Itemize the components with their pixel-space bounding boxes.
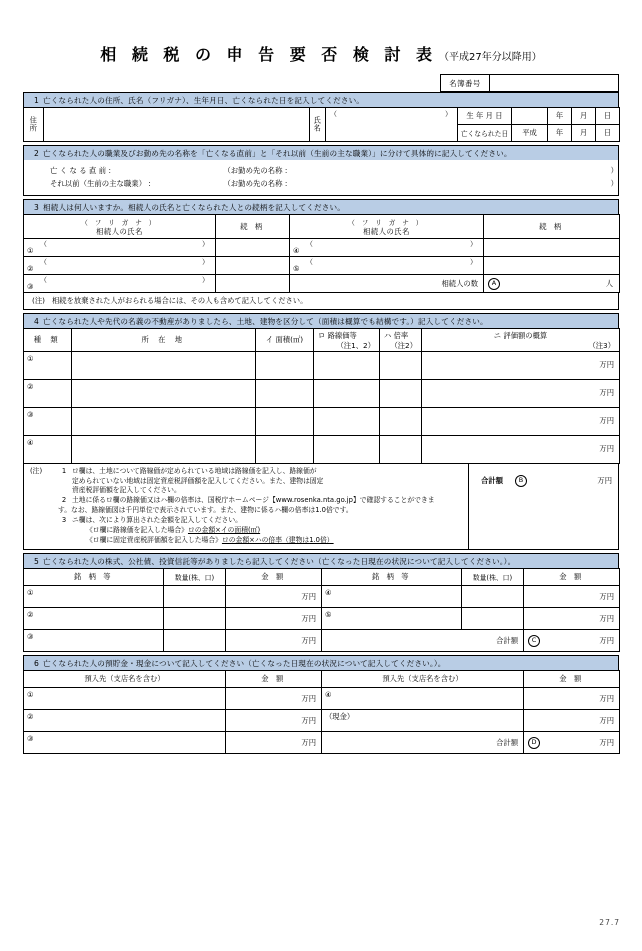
property-area-cell-4[interactable] xyxy=(256,435,314,463)
heir-count-label: 相続人の数 xyxy=(290,275,484,293)
furigana-header-left: （ フ リ ガ ナ ） xyxy=(81,218,158,227)
table-row xyxy=(24,108,620,125)
heir-relation-cell-4[interactable] xyxy=(484,239,620,257)
furigana-open-paren: （ xyxy=(330,110,337,118)
section-2-header xyxy=(23,145,619,160)
security-amount-cell-1[interactable]: 万円 xyxy=(226,586,322,608)
paren-close: ） xyxy=(202,258,209,266)
property-location-header: 所 在 地 xyxy=(72,329,256,352)
note-1-line-2: 定められていない地域は固定資産税評価額を記入してください。また、建物は固定 xyxy=(72,476,324,485)
deposit-amount-cell-3[interactable]: 万円 xyxy=(226,732,322,754)
note-3-number: 3 xyxy=(61,515,67,524)
table-row xyxy=(24,688,620,710)
section-6-header xyxy=(23,655,619,670)
notes-label: (注) xyxy=(30,466,43,475)
section-3-footnote xyxy=(23,293,619,310)
security-quantity-cell-4[interactable] xyxy=(462,586,524,608)
birth-month-label: 月 xyxy=(572,108,596,125)
section-2-heading: 亡くなられた人の職業及びお勤め先の名称を「亡くなる直前」と「それ以前（生前の主な職業）」に分けて具体的に記入してください。 xyxy=(43,148,512,158)
property-rosenka-cell-4[interactable] xyxy=(314,435,380,463)
death-month-label: 月 xyxy=(572,125,596,142)
table-row xyxy=(24,608,620,630)
section-6-total-unit: 万円 xyxy=(599,737,614,747)
section-1-number: 1 xyxy=(34,95,39,105)
section-1-header xyxy=(23,92,619,107)
table-row xyxy=(24,630,620,652)
property-location-cell-3[interactable] xyxy=(72,407,256,435)
note-3-sub-2-head: 《ロ欄に固定資産税評価額を記入した場合》 xyxy=(86,535,222,544)
deposit-amount-cell-2[interactable]: 万円 xyxy=(226,710,322,732)
property-rosenka-cell-1[interactable] xyxy=(314,351,380,379)
section-1-table xyxy=(23,107,620,142)
section-1-heading: 亡くなられた人の住所、氏名（フリガナ）、生年月日、亡くなられた日を記入してください。 xyxy=(43,95,365,105)
paren-close: ） xyxy=(202,276,209,284)
heir-relation-cell-1[interactable] xyxy=(216,239,290,257)
note-3-sub-1 xyxy=(72,526,468,536)
table-header-row xyxy=(24,671,620,688)
hyoka-header-top: ニ 評価額の概算 xyxy=(493,331,548,340)
property-location-cell-1[interactable] xyxy=(72,351,256,379)
note-3-sub-2-formula: ロの金額×ハの倍率（建物は1.0倍） xyxy=(221,535,334,544)
roster-number-label: 名簿番号 xyxy=(441,75,490,91)
section-4-table xyxy=(23,328,620,464)
heir-furigana-parens-2 xyxy=(40,257,209,267)
property-kind-header: 種 類 xyxy=(24,329,72,352)
deposit-bank-header-right: 預入先（支店名を含む） xyxy=(322,671,524,688)
section-6-total-mark: D xyxy=(528,737,540,749)
note-3-sub-1-head: 《ロ欄に路線価を記入した場合》 xyxy=(86,525,188,534)
security-brand-cell-3[interactable] xyxy=(24,630,164,652)
paren-close: ） xyxy=(202,240,209,248)
heir-name-label-left: 相続人の氏名 xyxy=(96,226,143,236)
relation-header-right: 続 柄 xyxy=(484,215,620,239)
deposit-cash-label: （現金） xyxy=(325,712,355,722)
death-date-label: 亡くなられた日 xyxy=(458,125,512,142)
deposit-amount-cell-4[interactable]: 万円 xyxy=(524,688,620,710)
section-2-body xyxy=(23,160,619,196)
property-area-cell-1[interactable] xyxy=(256,351,314,379)
note-1-number: 1 xyxy=(61,466,67,475)
bairitsu-header-note: （注2） xyxy=(390,340,417,350)
paren-close: ） xyxy=(470,258,477,266)
employer-recent-close-paren: ） xyxy=(610,166,618,175)
security-brand-cell-4[interactable] xyxy=(322,586,462,608)
property-kind-cell-2[interactable] xyxy=(24,379,72,407)
security-brand-cell-1[interactable] xyxy=(24,586,164,608)
note-1-line-3: 資産税評価額を記入してください。 xyxy=(72,486,181,495)
property-index-3: ③ xyxy=(27,409,34,419)
form-body xyxy=(23,92,619,754)
property-index-1: ① xyxy=(27,353,34,363)
property-kind-cell-3[interactable] xyxy=(24,407,72,435)
heir-name-cell-4[interactable] xyxy=(290,239,484,257)
table-header-row xyxy=(24,215,620,239)
heir-name-cell-1[interactable] xyxy=(24,239,216,257)
note-3-sub-2 xyxy=(72,536,468,546)
property-hyoka-header xyxy=(422,329,620,352)
footnote-text: 相続を放棄された人がおられる場合には、その人も含めて記入してください。 xyxy=(52,296,308,305)
heir-count-unit: 人 xyxy=(605,278,613,288)
property-hyoka-cell-1[interactable]: 万円 xyxy=(422,351,620,379)
employer-recent-label: （お勤め先の名称 : xyxy=(223,166,288,175)
security-brand-header-left: 銘 柄 等 xyxy=(24,569,164,586)
heir-index-3: ③ xyxy=(27,282,34,291)
note-2-line-1: 土地に係るロ欄の路線価又はハ欄の倍率は、国税庁ホームページ【www.rosenka.nta.go.jp】で確認することができま xyxy=(72,496,435,505)
occupation-previous-label: それ以前（生前の主な職業） : xyxy=(50,179,151,188)
security-quantity-cell-2[interactable] xyxy=(164,608,226,630)
section-5-total-label: 合計額 xyxy=(322,630,524,652)
notes-label-spacer xyxy=(30,496,56,516)
note-2-text xyxy=(58,496,468,516)
deposit-bank-cell-4[interactable] xyxy=(322,688,524,710)
hyoka-header-note: （注3） xyxy=(588,340,615,350)
section-4-notes xyxy=(24,464,468,550)
paren-open: （ xyxy=(40,276,47,284)
security-quantity-header-right: 数量(株、口) xyxy=(462,569,524,586)
roster-number-area xyxy=(0,74,642,92)
table-row xyxy=(24,732,620,754)
section-5-total-cell[interactable] xyxy=(524,630,620,652)
section-3-number: 3 xyxy=(34,202,39,212)
property-area-cell-2[interactable] xyxy=(256,379,314,407)
deposit-cash-amount-cell[interactable]: 万円 xyxy=(524,710,620,732)
table-header-row xyxy=(24,329,620,352)
footnote-label: (注) xyxy=(32,296,45,305)
rosenka-header-top: ロ 路線価等 xyxy=(318,331,357,340)
section-3-heading: 相続人は何人いますか。相続人の氏名と亡くなられた人との続柄を記入してください。 xyxy=(43,202,346,212)
name-label-cell xyxy=(310,108,326,142)
note-item-1 xyxy=(30,467,468,497)
employer-previous-close-paren: ） xyxy=(610,179,618,188)
section-6-total-label: 合計額 xyxy=(322,732,524,754)
heir-relation-cell-5[interactable] xyxy=(484,257,620,275)
paren-open: （ xyxy=(306,240,313,248)
security-index-2: ② xyxy=(27,610,34,620)
property-area-header: イ 面積(㎡) xyxy=(256,329,314,352)
heir-index-4: ④ xyxy=(293,246,300,255)
section-4-total-label: 合計額 xyxy=(481,475,503,485)
bairitsu-header-top: ハ 倍率 xyxy=(384,331,409,340)
note-1-text xyxy=(72,467,468,497)
occupation-recent-label: 亡 く な る 直 前 : xyxy=(50,166,111,175)
address-label-cell xyxy=(24,108,44,142)
note-2-number: 2 xyxy=(61,496,67,505)
relation-header-left: 続 柄 xyxy=(216,215,290,239)
note-3-text xyxy=(72,516,468,546)
section-4-heading: 亡くなられた人や先代の名義の不動産がありましたら、土地、建物を区分して（面積は概算でも結構です。）記入してください。 xyxy=(43,316,488,326)
table-row xyxy=(24,275,620,293)
name-furigana-parens xyxy=(330,109,452,119)
rosenka-header-note: （注1、2） xyxy=(336,340,375,350)
heir-furigana-parens-3 xyxy=(40,275,209,285)
note-2-line-2: す。なお、路線価図は千円単位で表示されています。また、建物に係るハ欄の倍率は1.0倍です。 xyxy=(58,506,353,515)
property-rosenka-cell-3[interactable] xyxy=(314,407,380,435)
address-label: 住所 xyxy=(29,116,39,133)
security-quantity-cell-3[interactable] xyxy=(164,630,226,652)
deposit-bank-cell-3[interactable] xyxy=(24,732,226,754)
heir-index-1: ① xyxy=(27,246,34,255)
note-3-sub-1-formula: ロの金額×イの面積(㎡) xyxy=(187,525,261,534)
security-index-1: ① xyxy=(27,588,34,598)
property-kind-cell-4[interactable] xyxy=(24,435,72,463)
deposit-index-2: ② xyxy=(27,712,34,722)
property-bairitsu-cell-4[interactable] xyxy=(380,435,422,463)
heir-name-header-left xyxy=(24,215,216,239)
property-hyoka-cell-3[interactable]: 万円 xyxy=(422,407,620,435)
section-5-header xyxy=(23,553,619,568)
security-index-4: ④ xyxy=(325,588,332,598)
property-hyoka-cell-2[interactable]: 万円 xyxy=(422,379,620,407)
table-row xyxy=(24,586,620,608)
heir-count-cell[interactable] xyxy=(484,275,620,293)
title-sub-text: （平成27年分以降用） xyxy=(438,52,542,63)
birth-date-label: 生 年 月 日 xyxy=(458,108,512,125)
note-1-line-1: ロ欄は、土地について路線価が定められている地域は路線価を記入し、路線価が xyxy=(72,466,317,475)
birth-year-label: 年 xyxy=(548,108,572,125)
property-hyoka-cell-4[interactable]: 万円 xyxy=(422,435,620,463)
table-row xyxy=(24,407,620,435)
section-4-notes-block xyxy=(23,464,619,551)
section-4-total-unit[interactable]: 万円 xyxy=(597,475,612,485)
deposit-amount-cell-1[interactable]: 万円 xyxy=(226,688,322,710)
section-4-number: 4 xyxy=(34,316,39,326)
security-quantity-header-left: 数量(株、口) xyxy=(164,569,226,586)
security-brand-cell-5[interactable] xyxy=(322,608,462,630)
table-row xyxy=(24,257,620,275)
heir-furigana-parens-5 xyxy=(306,257,477,267)
property-rosenka-header xyxy=(314,329,380,352)
paren-open: （ xyxy=(306,258,313,266)
security-brand-header-right: 銘 柄 等 xyxy=(322,569,462,586)
property-kind-cell-1[interactable] xyxy=(24,351,72,379)
section-5-total-mark: C xyxy=(528,635,540,647)
section-5-total-unit: 万円 xyxy=(599,635,614,645)
birth-era-cell[interactable] xyxy=(512,108,548,125)
heir-name-header-right xyxy=(290,215,484,239)
section-6-heading: 亡くなられた人の預貯金・現金について記入してください（亡くなった日現在の状況について記入してください。）。 xyxy=(43,658,446,668)
section-4-total-mark: B xyxy=(515,475,527,487)
note-item-3 xyxy=(30,516,468,546)
section-6-number: 6 xyxy=(34,658,39,668)
furigana-close-paren: ） xyxy=(445,110,452,118)
security-index-3: ③ xyxy=(27,632,34,642)
section-4-total-row xyxy=(469,464,618,498)
section-6-total-cell[interactable] xyxy=(524,732,620,754)
furigana-header-right: （ フ リ ガ ナ ） xyxy=(348,218,425,227)
heir-furigana-parens-1 xyxy=(40,239,209,249)
deposit-index-4: ④ xyxy=(325,690,332,700)
security-amount-cell-3[interactable]: 万円 xyxy=(226,630,322,652)
section-4-header xyxy=(23,313,619,328)
property-location-cell-2[interactable] xyxy=(72,379,256,407)
paren-open: （ xyxy=(40,258,47,266)
name-input-cell[interactable] xyxy=(326,108,458,142)
roster-number-input[interactable] xyxy=(490,75,618,91)
security-amount-cell-5[interactable]: 万円 xyxy=(524,608,620,630)
property-area-cell-3[interactable] xyxy=(256,407,314,435)
security-brand-cell-2[interactable] xyxy=(24,608,164,630)
property-bairitsu-cell-2[interactable] xyxy=(380,379,422,407)
property-location-cell-4[interactable] xyxy=(72,435,256,463)
name-label: 氏名 xyxy=(313,116,323,133)
section-6-table xyxy=(23,670,620,754)
property-bairitsu-header xyxy=(380,329,422,352)
heir-name-cell-3[interactable] xyxy=(24,275,216,293)
table-row xyxy=(24,351,620,379)
deposit-bank-cell-2[interactable] xyxy=(24,710,226,732)
deposit-index-1: ① xyxy=(27,690,34,700)
heir-name-label-right: 相続人の氏名 xyxy=(363,226,410,236)
tax-form-page xyxy=(0,42,642,951)
death-year-label: 年 xyxy=(548,125,572,142)
death-era-label: 平成 xyxy=(512,125,548,142)
title-main-text: 相 続 税 の 申 告 要 否 検 討 表 xyxy=(100,45,437,64)
security-quantity-cell-5[interactable] xyxy=(462,608,524,630)
security-quantity-cell-1[interactable] xyxy=(164,586,226,608)
note-3-line-1: ニ欄は、次により算出された金額を記入してください。 xyxy=(72,515,242,524)
birth-day-label: 日 xyxy=(596,108,620,125)
heir-index-5: ⑤ xyxy=(293,264,300,273)
occupation-row-recent xyxy=(24,164,618,177)
section-5-table xyxy=(23,568,620,652)
employer-previous-label: （お勤め先の名称 : xyxy=(223,179,288,188)
deposit-bank-cell-1[interactable] xyxy=(24,688,226,710)
table-header-row xyxy=(24,569,620,586)
heir-furigana-parens-4 xyxy=(306,239,477,249)
death-day-label: 日 xyxy=(596,125,620,142)
deposit-bank-header-left: 預入先（支店名を含む） xyxy=(24,671,226,688)
heir-index-2: ② xyxy=(27,264,34,273)
heir-name-cell-5[interactable] xyxy=(290,257,484,275)
heir-count-mark: A xyxy=(488,278,500,290)
table-row xyxy=(24,710,620,732)
address-input[interactable] xyxy=(44,108,310,142)
section-2-number: 2 xyxy=(34,148,39,158)
property-index-2: ② xyxy=(27,381,34,391)
page-title xyxy=(0,42,642,65)
deposit-amount-header-left: 金 額 xyxy=(226,671,322,688)
table-row xyxy=(24,379,620,407)
section-5-heading: 亡くなられた人の株式、公社債、投資信託等がありましたら記入してください（亡くなった日現在の状況について記入してください。）。 xyxy=(43,556,516,566)
section-4-total-block xyxy=(468,464,618,550)
page-mark: 27.7 xyxy=(599,918,620,927)
paren-close: ） xyxy=(470,240,477,248)
heir-relation-cell-2[interactable] xyxy=(216,257,290,275)
roster-number-box xyxy=(440,74,619,92)
deposit-cash-cell[interactable] xyxy=(322,710,524,732)
table-row xyxy=(24,435,620,463)
note-item-2 xyxy=(30,496,468,516)
security-amount-cell-2[interactable]: 万円 xyxy=(226,608,322,630)
section-3-table xyxy=(23,214,620,293)
heir-relation-cell-3[interactable] xyxy=(216,275,290,293)
security-index-5: ⑤ xyxy=(325,610,332,620)
section-4-total-mark-wrap xyxy=(515,475,543,487)
deposit-amount-header-right: 金 額 xyxy=(524,671,620,688)
notes-label-spacer-2 xyxy=(30,516,56,546)
security-amount-cell-4[interactable]: 万円 xyxy=(524,586,620,608)
table-row xyxy=(24,239,620,257)
security-amount-header-left: 金 額 xyxy=(226,569,322,586)
name-furigana-row xyxy=(326,108,457,141)
section-5-number: 5 xyxy=(34,556,39,566)
heir-name-cell-2[interactable] xyxy=(24,257,216,275)
paren-open: （ xyxy=(40,240,47,248)
occupation-row-previous xyxy=(24,177,618,190)
property-bairitsu-cell-3[interactable] xyxy=(380,407,422,435)
property-bairitsu-cell-1[interactable] xyxy=(380,351,422,379)
deposit-index-3: ③ xyxy=(27,734,34,744)
property-index-4: ④ xyxy=(27,437,34,447)
section-3-header xyxy=(23,199,619,214)
property-rosenka-cell-2[interactable] xyxy=(314,379,380,407)
security-amount-header-right: 金 額 xyxy=(524,569,620,586)
